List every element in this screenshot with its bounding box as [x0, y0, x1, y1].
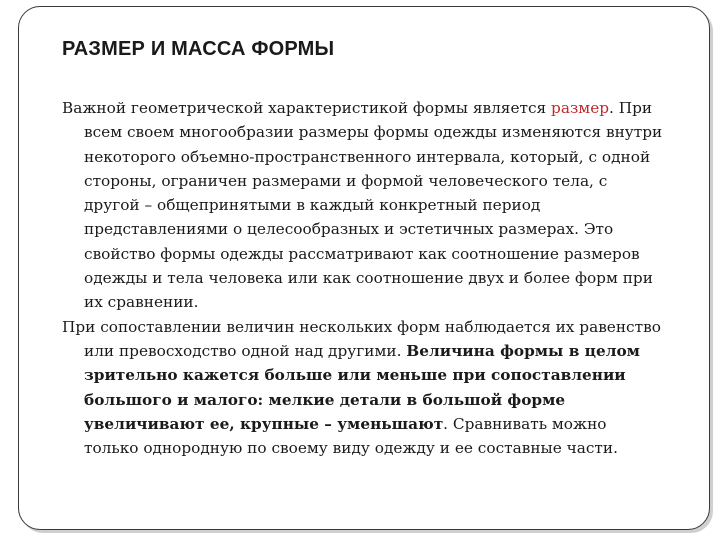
paragraph-comparison-rest: . Сравнивать можно только однородную по своему виду одежду и ее составные части. [84, 414, 618, 458]
slide-title: РАЗМЕР И МАССА ФОРМЫ [62, 38, 335, 60]
paragraph-size-intro: Важной геометрической характеристикой формы является [62, 99, 552, 117]
paragraph-comparison [62, 315, 664, 461]
highlighted-term: размер [551, 99, 610, 117]
paragraph-size-rest: . При всем своем многообразии размеры формы одежды изменяются внутри некоторого объемно-пространственного интервала, который, с одной стороны, ограничен размерами и формой человеческого тела, с другой – общепринятыми в каждый конкретный период представлениями о целесообразных и эстетичных размерах. Это свойство формы одежды рассматривают как соотношение размеров одежды и тела человека или как соотношение двух и более форм при их сравнении. [84, 99, 663, 312]
bold-statement: Величина формы в целом зрительно кажется больше или меньше при сопоставлении большого и малого: мелкие детали в большой форме увеличивают ее, крупные – уменьшают [84, 341, 640, 433]
slide-body [62, 96, 664, 460]
paragraph-comparison-intro: При сопоставлении величин нескольких форм наблюдается их равенство или превосходство одной над другими. [62, 317, 661, 360]
paragraph-size [62, 96, 664, 315]
